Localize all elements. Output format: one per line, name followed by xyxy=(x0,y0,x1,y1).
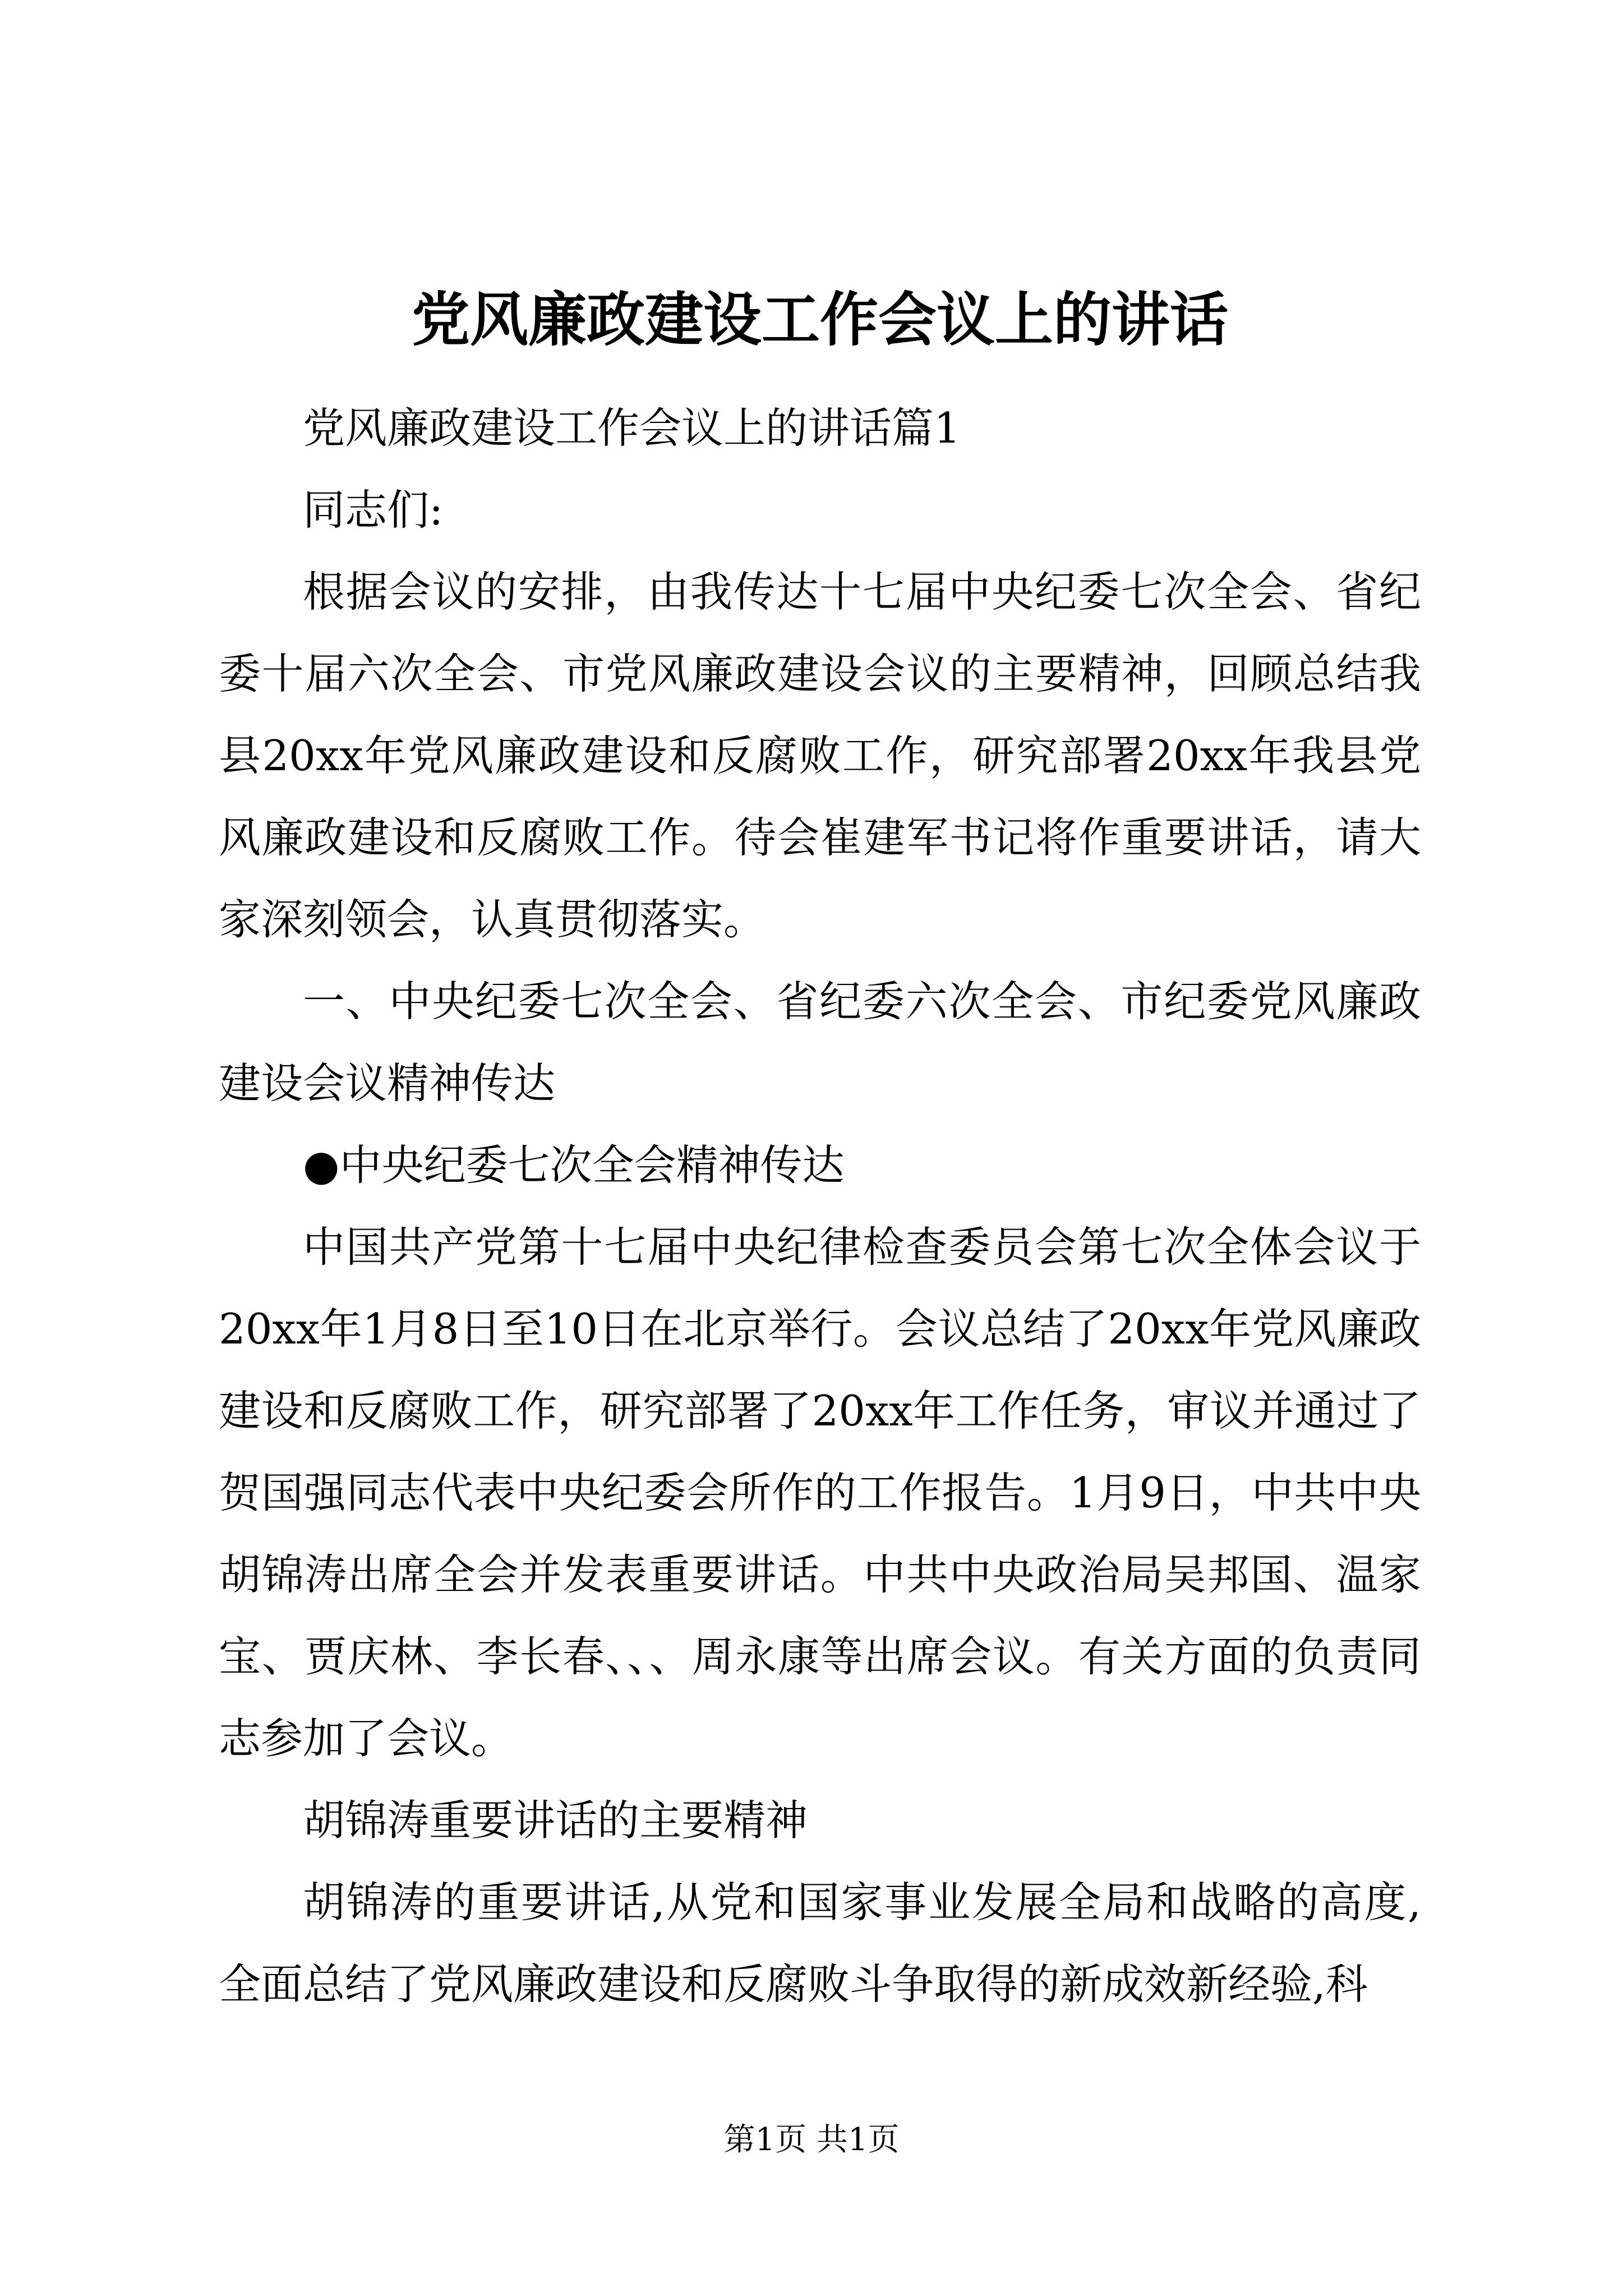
salutation-paragraph: 同志们: xyxy=(303,485,444,535)
meeting-paragraph: 中国共产党第十七届中央纪律检查委员会第七次全体会议于20xx年1月8日至10日在北京举行。会议总结了20xx年党风廉政建设和反腐败工作，研究部署了20xx年工作任务，审议并通过了贺国强同志代表中央纪委会所作的工作报告。1月9日，中共中央胡锦涛出席全会并发表重要讲话。中共中央政治局吴邦国、温家宝、贾庆林、李长春、、、周永康等出席会议。有关方面的负责同志参加了会议。 xyxy=(219,1222,1421,1763)
intro-paragraph: 根据会议的安排，由我传达十七届中央纪委七次全会、省纪委十届六次全会、市党风廉政建设会议的主要精神，回顾总结我县20xx年党风廉政建设和反腐败工作，研究部署20xx年我县党风廉政建设和反腐败工作。待会崔建军书记将作重要讲话，请大家深刻领会，认真贯彻落实。 xyxy=(219,567,1421,944)
document-body xyxy=(219,387,1421,2025)
speech-paragraph: 胡锦涛的重要讲话,从党和国家事业发展全局和战略的高度,全面总结了党风廉政建设和反腐败斗争取得的新成效新经验,科 xyxy=(219,1878,1421,2009)
subtitle-paragraph: 党风廉政建设工作会议上的讲话篇1 xyxy=(303,403,961,453)
bullet-heading-text: 中央纪委七次全会精神传达 xyxy=(339,1140,845,1190)
speech-heading: 胡锦涛重要讲话的主要精神 xyxy=(303,1796,808,1845)
bullet-icon: ● xyxy=(303,1140,340,1190)
section-heading-1: 一、中央纪委七次全会、省纪委六次全会、市纪委党风廉政建设会议精神传达 xyxy=(219,977,1421,1108)
bullet-heading xyxy=(219,1124,1421,1206)
document-title: 党风廉政建设工作会议上的讲话 xyxy=(411,285,1228,354)
page-footer: 第1页 共1页 xyxy=(723,2122,900,2158)
